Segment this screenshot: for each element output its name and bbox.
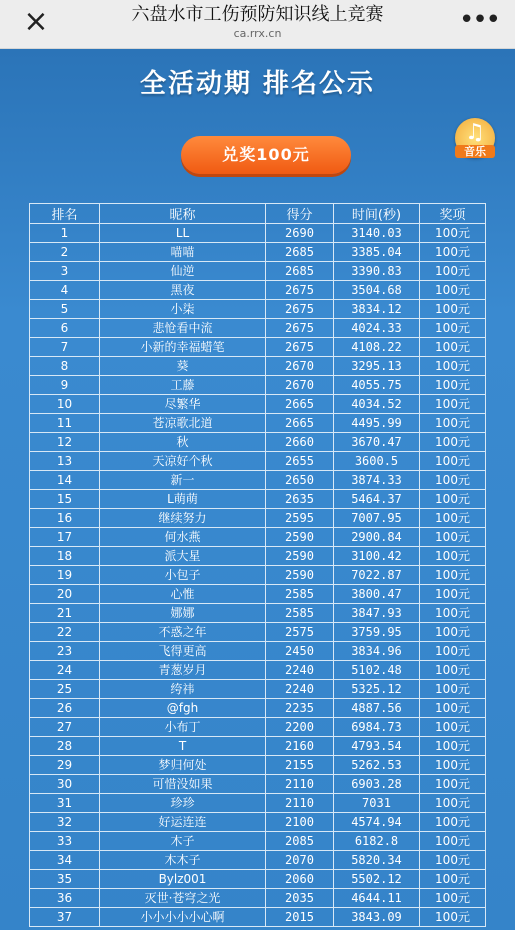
page-title: 六盘水市工伤预防知识线上竞赛 xyxy=(131,4,384,25)
time-cell: 6182.8 xyxy=(334,832,420,851)
nickname-cell: @fgh xyxy=(100,699,266,718)
score-cell: 2060 xyxy=(266,870,334,889)
nickname-cell: 小布丁 xyxy=(100,718,266,737)
prize-cell: 100元 xyxy=(420,224,486,243)
score-cell: 2675 xyxy=(266,338,334,357)
score-cell: 2685 xyxy=(266,262,334,281)
rank-header: 排名 xyxy=(30,204,100,224)
prize-cell: 100元 xyxy=(420,604,486,623)
rank-cell: 22 xyxy=(30,623,100,642)
score-cell: 2665 xyxy=(266,414,334,433)
prize-cell: 100元 xyxy=(420,528,486,547)
prize-cell: 100元 xyxy=(420,243,486,262)
prize-cell: 100元 xyxy=(420,452,486,471)
score-cell: 2110 xyxy=(266,794,334,813)
nickname-cell: 秋 xyxy=(100,433,266,452)
time-cell: 4495.99 xyxy=(334,414,420,433)
rank-cell: 10 xyxy=(30,395,100,414)
table-row xyxy=(30,338,486,357)
ranking-headline: 全活动期 排名公示 xyxy=(139,69,376,99)
nickname-cell: 继续努力 xyxy=(100,509,266,528)
nickname-cell: 小小小小小心啊 xyxy=(100,908,266,927)
nickname-cell: LL xyxy=(100,224,266,243)
rank-cell: 25 xyxy=(30,680,100,699)
rank-cell: 15 xyxy=(30,490,100,509)
nickname-cell: 派大星 xyxy=(100,547,266,566)
nickname-cell: 梦归何处 xyxy=(100,756,266,775)
table-row xyxy=(30,452,486,471)
time-cell: 4887.56 xyxy=(334,699,420,718)
nickname-cell: 可惜没如果 xyxy=(100,775,266,794)
rank-cell: 21 xyxy=(30,604,100,623)
time-cell: 3390.83 xyxy=(334,262,420,281)
rank-cell: 13 xyxy=(30,452,100,471)
rank-cell: 36 xyxy=(30,889,100,908)
time-cell: 4644.11 xyxy=(334,889,420,908)
time-cell: 5325.12 xyxy=(334,680,420,699)
nickname-cell: 小新的幸福蜡笔 xyxy=(100,338,266,357)
rank-cell: 29 xyxy=(30,756,100,775)
table-row xyxy=(30,832,486,851)
table-row xyxy=(30,794,486,813)
rank-cell: 32 xyxy=(30,813,100,832)
table-row xyxy=(30,509,486,528)
time-cell: 4108.22 xyxy=(334,338,420,357)
score-cell: 2035 xyxy=(266,889,334,908)
table-row xyxy=(30,262,486,281)
nickname-cell: Bylz001 xyxy=(100,870,266,889)
prize-cell: 100元 xyxy=(420,433,486,452)
table-row xyxy=(30,281,486,300)
nickname-cell: 黑夜 xyxy=(100,281,266,300)
rank-cell: 8 xyxy=(30,357,100,376)
rank-cell: 34 xyxy=(30,851,100,870)
rank-cell: 20 xyxy=(30,585,100,604)
time-cell: 3100.42 xyxy=(334,547,420,566)
more-options-icon[interactable]: ••• xyxy=(458,5,499,35)
table-row xyxy=(30,661,486,680)
nickname-cell: 天凉好个秋 xyxy=(100,452,266,471)
prize-cell: 100元 xyxy=(420,813,486,832)
time-cell: 6984.73 xyxy=(334,718,420,737)
nickname-cell: 苍凉歌北道 xyxy=(100,414,266,433)
prize-cell: 100元 xyxy=(420,395,486,414)
nickname-cell: 小包子 xyxy=(100,566,266,585)
table-row xyxy=(30,813,486,832)
nickname-cell: 悲怆看中流 xyxy=(100,319,266,338)
score-cell: 2590 xyxy=(266,566,334,585)
table-body xyxy=(30,224,486,927)
prize-cell: 100元 xyxy=(420,699,486,718)
prize-cell: 100元 xyxy=(420,509,486,528)
rank-cell: 7 xyxy=(30,338,100,357)
prize-cell: 100元 xyxy=(420,585,486,604)
score-cell: 2590 xyxy=(266,547,334,566)
table-row xyxy=(30,908,486,927)
rank-cell: 37 xyxy=(30,908,100,927)
nickname-cell: 心惟 xyxy=(100,585,266,604)
rank-cell: 31 xyxy=(30,794,100,813)
rank-cell: 19 xyxy=(30,566,100,585)
prize-cell: 100元 xyxy=(420,908,486,927)
score-cell: 2595 xyxy=(266,509,334,528)
score-cell: 2690 xyxy=(266,224,334,243)
rank-cell: 3 xyxy=(30,262,100,281)
time-cell: 5262.53 xyxy=(334,756,420,775)
table-row xyxy=(30,319,486,338)
time-cell: 4574.94 xyxy=(334,813,420,832)
table-row xyxy=(30,604,486,623)
time-cell: 7007.95 xyxy=(334,509,420,528)
table-row xyxy=(30,433,486,452)
table-row xyxy=(30,642,486,661)
table-header-row xyxy=(30,204,486,224)
rank-cell: 18 xyxy=(30,547,100,566)
nickname-cell: 小柒 xyxy=(100,300,266,319)
music-button[interactable] xyxy=(455,118,495,158)
prize-cell: 100元 xyxy=(420,490,486,509)
prize-cell: 100元 xyxy=(420,870,486,889)
rank-cell: 14 xyxy=(30,471,100,490)
time-cell: 3385.04 xyxy=(334,243,420,262)
rank-cell: 26 xyxy=(30,699,100,718)
prize-cell: 100元 xyxy=(420,300,486,319)
score-cell: 2240 xyxy=(266,661,334,680)
prize-cell: 100元 xyxy=(420,718,486,737)
score-cell: 2675 xyxy=(266,300,334,319)
prize-cell: 100元 xyxy=(420,623,486,642)
nickname-cell: 珍珍 xyxy=(100,794,266,813)
prize-cell: 100元 xyxy=(420,547,486,566)
score-cell: 2155 xyxy=(266,756,334,775)
prize-cell: 100元 xyxy=(420,319,486,338)
time-cell: 3843.09 xyxy=(334,908,420,927)
nickname-cell: L萌萌 xyxy=(100,490,266,509)
score-cell: 2100 xyxy=(266,813,334,832)
score-cell: 2235 xyxy=(266,699,334,718)
score-cell: 2160 xyxy=(266,737,334,756)
prize-cell: 100元 xyxy=(420,832,486,851)
table-row xyxy=(30,718,486,737)
nickname-cell: 仙逆 xyxy=(100,262,266,281)
score-cell: 2590 xyxy=(266,528,334,547)
table-row xyxy=(30,547,486,566)
score-cell: 2675 xyxy=(266,319,334,338)
nickname-cell: 木子 xyxy=(100,832,266,851)
time-cell: 4034.52 xyxy=(334,395,420,414)
time-cell: 4793.54 xyxy=(334,737,420,756)
time-cell: 3874.33 xyxy=(334,471,420,490)
rank-cell: 12 xyxy=(30,433,100,452)
score-cell: 2070 xyxy=(266,851,334,870)
rank-cell: 30 xyxy=(30,775,100,794)
nickname-cell: T xyxy=(100,737,266,756)
score-cell: 2670 xyxy=(266,376,334,395)
time-cell: 3504.68 xyxy=(334,281,420,300)
prize-header: 奖项 xyxy=(420,204,486,224)
time-cell: 3759.95 xyxy=(334,623,420,642)
prize-cell: 100元 xyxy=(420,680,486,699)
prize-cell: 100元 xyxy=(420,737,486,756)
table-row xyxy=(30,243,486,262)
table-row xyxy=(30,471,486,490)
rank-cell: 23 xyxy=(30,642,100,661)
table-row xyxy=(30,528,486,547)
table-row xyxy=(30,490,486,509)
page-url: ca.rrx.cn xyxy=(233,27,282,40)
rank-cell: 35 xyxy=(30,870,100,889)
nickname-header: 昵称 xyxy=(100,204,266,224)
time-cell: 3834.12 xyxy=(334,300,420,319)
nickname-cell: 不惑之年 xyxy=(100,623,266,642)
music-note-icon: ♫ xyxy=(465,120,485,145)
prize-cell: 100元 xyxy=(420,851,486,870)
score-cell: 2585 xyxy=(266,585,334,604)
time-cell: 5502.12 xyxy=(334,870,420,889)
nickname-cell: 工藤 xyxy=(100,376,266,395)
rank-cell: 24 xyxy=(30,661,100,680)
score-cell: 2575 xyxy=(266,623,334,642)
rank-cell: 11 xyxy=(30,414,100,433)
rank-cell: 33 xyxy=(30,832,100,851)
redeem-prize-button[interactable]: 兑奖100元 xyxy=(181,136,351,174)
nickname-cell: 青葱岁月 xyxy=(100,661,266,680)
prize-cell: 100元 xyxy=(420,338,486,357)
time-cell: 6903.28 xyxy=(334,775,420,794)
rank-cell: 5 xyxy=(30,300,100,319)
prize-cell: 100元 xyxy=(420,642,486,661)
rank-cell: 17 xyxy=(30,528,100,547)
nickname-cell: 尽繁华 xyxy=(100,395,266,414)
table-row xyxy=(30,851,486,870)
table-row xyxy=(30,566,486,585)
nickname-cell: 喵喵 xyxy=(100,243,266,262)
table-row xyxy=(30,889,486,908)
rank-cell: 1 xyxy=(30,224,100,243)
prize-cell: 100元 xyxy=(420,794,486,813)
close-icon[interactable]: × xyxy=(23,4,49,39)
prize-cell: 100元 xyxy=(420,262,486,281)
table-row xyxy=(30,870,486,889)
prize-cell: 100元 xyxy=(420,414,486,433)
nickname-cell: 娜娜 xyxy=(100,604,266,623)
time-cell: 3800.47 xyxy=(334,585,420,604)
nickname-cell: 木木子 xyxy=(100,851,266,870)
score-cell: 2240 xyxy=(266,680,334,699)
time-header: 时间(秒) xyxy=(334,204,420,224)
time-cell: 3834.96 xyxy=(334,642,420,661)
table-row xyxy=(30,699,486,718)
rank-cell: 16 xyxy=(30,509,100,528)
table-row xyxy=(30,300,486,319)
browser-top-bar xyxy=(0,0,515,49)
score-cell: 2670 xyxy=(266,357,334,376)
table-row xyxy=(30,585,486,604)
prize-cell: 100元 xyxy=(420,889,486,908)
time-cell: 2900.84 xyxy=(334,528,420,547)
rank-cell: 27 xyxy=(30,718,100,737)
score-cell: 2655 xyxy=(266,452,334,471)
score-header: 得分 xyxy=(266,204,334,224)
prize-cell: 100元 xyxy=(420,566,486,585)
time-cell: 3295.13 xyxy=(334,357,420,376)
score-cell: 2650 xyxy=(266,471,334,490)
time-cell: 3140.03 xyxy=(334,224,420,243)
table-row xyxy=(30,224,486,243)
score-cell: 2200 xyxy=(266,718,334,737)
score-cell: 2450 xyxy=(266,642,334,661)
time-cell: 3670.47 xyxy=(334,433,420,452)
rank-cell: 9 xyxy=(30,376,100,395)
time-cell: 5820.34 xyxy=(334,851,420,870)
table-row xyxy=(30,376,486,395)
nickname-cell: 灭世·苍穹之光 xyxy=(100,889,266,908)
title-area xyxy=(70,4,445,42)
time-cell: 3600.5 xyxy=(334,452,420,471)
time-cell: 7022.87 xyxy=(334,566,420,585)
nickname-cell: 好运连连 xyxy=(100,813,266,832)
time-cell: 4055.75 xyxy=(334,376,420,395)
table-row xyxy=(30,414,486,433)
nickname-cell: 绔祎 xyxy=(100,680,266,699)
score-cell: 2660 xyxy=(266,433,334,452)
table-row xyxy=(30,775,486,794)
nickname-cell: 葵 xyxy=(100,357,266,376)
score-cell: 2635 xyxy=(266,490,334,509)
nickname-cell: 何水燕 xyxy=(100,528,266,547)
table-row xyxy=(30,623,486,642)
table-row xyxy=(30,395,486,414)
rank-cell: 2 xyxy=(30,243,100,262)
table-row xyxy=(30,357,486,376)
table-row xyxy=(30,737,486,756)
score-cell: 2585 xyxy=(266,604,334,623)
ranking-table xyxy=(29,203,486,927)
prize-cell: 100元 xyxy=(420,661,486,680)
rank-cell: 6 xyxy=(30,319,100,338)
time-cell: 3847.93 xyxy=(334,604,420,623)
prize-cell: 100元 xyxy=(420,775,486,794)
rank-cell: 28 xyxy=(30,737,100,756)
score-cell: 2015 xyxy=(266,908,334,927)
music-label: 音乐 xyxy=(455,145,495,158)
time-cell: 7031 xyxy=(334,794,420,813)
prize-cell: 100元 xyxy=(420,756,486,775)
score-cell: 2110 xyxy=(266,775,334,794)
rank-cell: 4 xyxy=(30,281,100,300)
prize-cell: 100元 xyxy=(420,471,486,490)
nickname-cell: 飞得更高 xyxy=(100,642,266,661)
prize-cell: 100元 xyxy=(420,357,486,376)
prize-cell: 100元 xyxy=(420,281,486,300)
table-row xyxy=(30,756,486,775)
table-row xyxy=(30,680,486,699)
score-cell: 2675 xyxy=(266,281,334,300)
prize-cell: 100元 xyxy=(420,376,486,395)
time-cell: 5102.48 xyxy=(334,661,420,680)
nickname-cell: 新一 xyxy=(100,471,266,490)
time-cell: 5464.37 xyxy=(334,490,420,509)
score-cell: 2085 xyxy=(266,832,334,851)
score-cell: 2685 xyxy=(266,243,334,262)
score-cell: 2665 xyxy=(266,395,334,414)
time-cell: 4024.33 xyxy=(334,319,420,338)
